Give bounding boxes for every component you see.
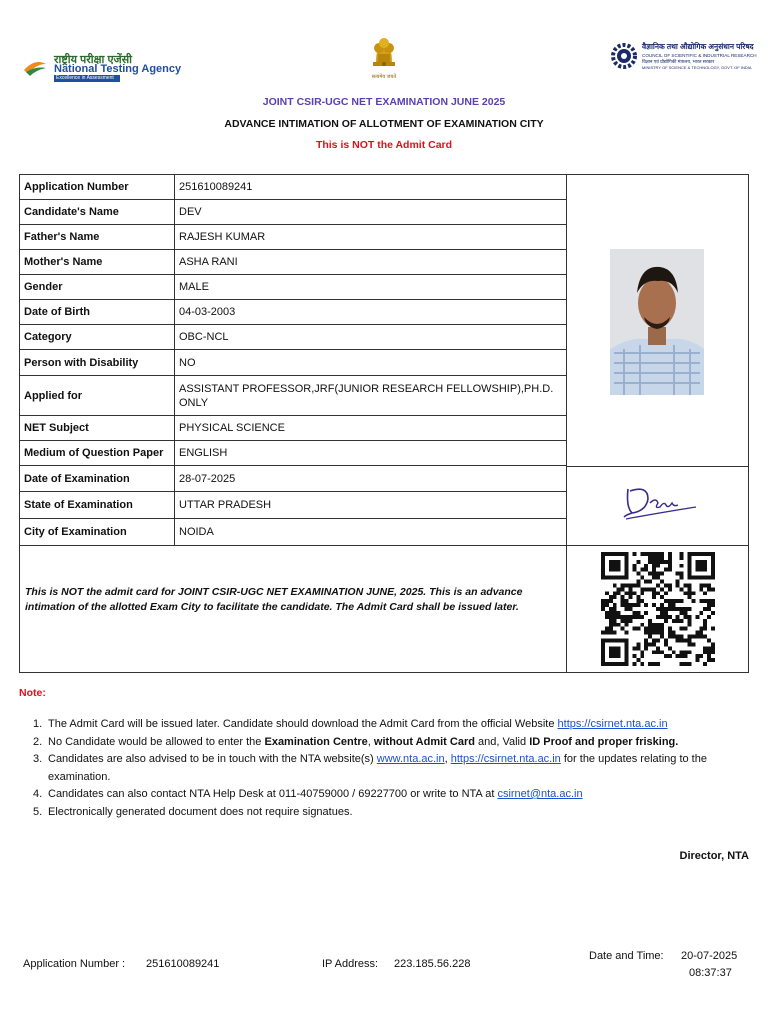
row-applied-for	[20, 376, 566, 416]
field-label: Application Number	[20, 175, 175, 199]
field-label: State of Examination	[20, 492, 175, 518]
candidate-signature	[618, 477, 698, 527]
applied-for-value: ASSISTANT PROFESSOR,JRF(JUNIOR RESEARCH FELLOWSHIP),PH.D. ONLY	[179, 382, 554, 409]
field-label: Candidate's Name	[20, 200, 175, 224]
column-divider	[566, 175, 567, 672]
csir-hindi-name: वैज्ञानिक तथा औद्योगिक अनुसंधान परिषद	[642, 42, 754, 51]
note-item	[33, 716, 749, 734]
mother-name-value: ASHA RANI	[179, 256, 238, 268]
footer-date: 20-07-2025	[681, 950, 738, 962]
footer-ip-address: 223.185.56.228	[394, 958, 471, 970]
document-subtitle: ADVANCE INTIMATION OF ALLOTMENT OF EXAMINATION CITY	[224, 118, 544, 130]
row-person-with-disability	[20, 350, 566, 376]
row-medium	[20, 441, 566, 466]
field-label: Category	[20, 325, 175, 349]
nta-tagline: Excellence in Assessment	[54, 75, 120, 82]
footer-datetime-label: Date and Time:	[589, 950, 664, 962]
note-emphasis: without Admit Card	[373, 735, 475, 748]
row-date-of-birth	[20, 300, 566, 325]
row-mother-name	[20, 250, 566, 275]
candidate-photo	[610, 249, 704, 395]
field-label: Date of Birth	[20, 300, 175, 324]
email-link[interactable]: csirnet@nta.ac.in	[497, 788, 583, 800]
field-label: NET Subject	[20, 416, 175, 440]
csir-english-name: COUNCIL OF SCIENTIFIC & INDUSTRIAL RESEARCH	[642, 53, 757, 58]
row-father-name	[20, 225, 566, 250]
field-label: City of Examination	[20, 519, 175, 545]
nta-website-link[interactable]: www.nta.ac.in	[376, 753, 445, 765]
exam-title: JOINT CSIR-UGC NET EXAMINATION JUNE 2025	[262, 96, 506, 108]
csir-ministry-english: MINISTRY OF SCIENCE & TECHNOLOGY, GOVT. OF INDIA	[642, 65, 752, 70]
nta-logo	[22, 50, 192, 84]
note-number: 5.	[33, 805, 43, 818]
note-text: The Admit Card will be issued later. Candidate should download the Admit Card from the official Website	[48, 718, 558, 730]
row-state-of-examination	[20, 492, 566, 519]
field-label: Father's Name	[20, 225, 175, 249]
csir-ministry-hindi: विज्ञान एवं प्रौद्योगिकी मंत्रालय, भारत सरकार	[642, 59, 715, 64]
row-date-of-examination	[20, 466, 566, 492]
note-item	[33, 804, 749, 822]
note-number: 4.	[33, 788, 43, 800]
notes-list	[33, 716, 749, 821]
field-label: Person with Disability	[20, 350, 175, 375]
date-of-birth-value: 04-03-2003	[179, 306, 236, 318]
footer-application-label: Application Number :	[23, 958, 126, 970]
note-text: and, Valid	[474, 735, 530, 748]
notice-divider	[20, 545, 748, 546]
field-label: Applied for	[20, 376, 175, 415]
application-number-value: 251610089241	[179, 181, 253, 193]
note-text: for the updates relating to the examination.	[48, 753, 707, 783]
row-application-number	[20, 175, 566, 200]
note-item	[33, 786, 749, 804]
note-text: Electronically generated document does not require signatues.	[48, 805, 353, 818]
note-item	[33, 751, 749, 786]
gender-value: MALE	[179, 281, 209, 293]
note-heading: Note:	[19, 687, 46, 699]
advance-intimation-notice: This is NOT the admit card for JOINT CSIR-UGC NET EXAMINATION JUNE, 2025. This is an advance intimation of the allotted Exam City to facilitate the candidate. The Admit Card shall be issued later.	[25, 586, 523, 613]
row-candidate-name	[20, 200, 566, 225]
note-text: No Candidate would be allowed to enter the	[48, 735, 265, 748]
row-category	[20, 325, 566, 350]
note-text: Candidates can also contact NTA Help Desk at 011-40759000 / 69227700 or write to NTA at	[48, 788, 498, 800]
field-label: Gender	[20, 275, 175, 299]
exam-city-value: NOIDA	[179, 526, 214, 538]
note-number: 3.	[33, 753, 43, 765]
father-name-value: RAJESH KUMAR	[179, 231, 266, 243]
exam-state-value: UTTAR PRADESH	[179, 499, 272, 511]
candidate-details-table	[19, 174, 749, 673]
nta-english-name: National Testing Agency	[54, 63, 182, 75]
note-text: Candidates are also advised to be in touch with the NTA website(s)	[48, 753, 377, 765]
csirnet-website-link[interactable]: https://csirnet.nta.ac.in	[450, 753, 561, 765]
medium-value: ENGLISH	[179, 447, 228, 459]
note-number: 1.	[33, 718, 43, 730]
field-label: Mother's Name	[20, 250, 175, 274]
csir-gear-icon	[610, 42, 638, 70]
note-number: 2.	[33, 735, 43, 748]
note-emphasis: ID Proof and proper frisking.	[529, 735, 679, 748]
footer-application-number: 251610089241	[146, 958, 220, 970]
footer-time: 08:37:37	[689, 967, 732, 979]
row-gender	[20, 275, 566, 300]
category-value: OBC-NCL	[179, 331, 229, 343]
row-city-of-examination	[20, 519, 566, 545]
emblem-motto: सत्यमेव जयते	[371, 74, 397, 80]
field-label: Medium of Question Paper	[20, 441, 175, 465]
footer-ip-label: IP Address:	[322, 958, 379, 970]
not-admit-card-warning: This is NOT the Admit Card	[315, 139, 453, 151]
row-net-subject	[20, 416, 566, 441]
note-item	[33, 734, 749, 752]
csirnet-website-link[interactable]: https://csirnet.nta.ac.in	[557, 718, 668, 730]
net-subject-value: PHYSICAL SCIENCE	[179, 422, 285, 434]
pwd-value: NO	[179, 356, 196, 369]
photo-signature-divider	[566, 466, 748, 467]
note-text: ,	[444, 753, 451, 765]
nta-swoosh-icon	[22, 56, 48, 78]
csir-logo	[610, 40, 755, 74]
national-emblem-icon	[364, 32, 404, 84]
candidate-name-value: DEV	[179, 206, 202, 218]
field-label: Date of Examination	[20, 466, 175, 491]
director-signoff: Director, NTA	[679, 850, 749, 862]
exam-date-value: 28-07-2025	[179, 472, 236, 485]
note-emphasis: Examination Centre	[264, 735, 368, 748]
nta-hindi-name: राष्ट्रीय परीक्षा एजेंसी	[54, 54, 132, 66]
qr-code	[601, 551, 715, 667]
note-text: ,	[367, 735, 374, 748]
